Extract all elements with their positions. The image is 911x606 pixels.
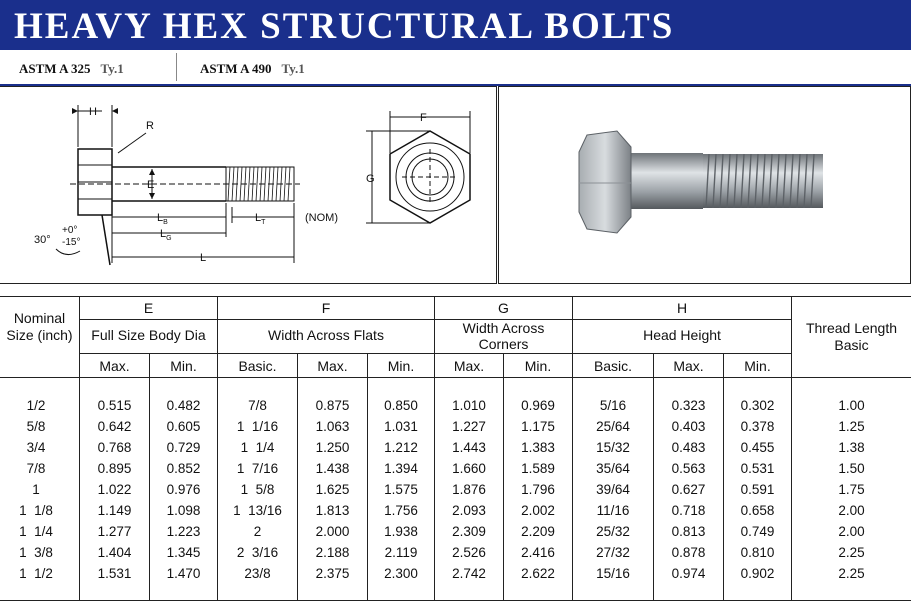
label-30: 30° — [34, 234, 51, 246]
bolt-drawing — [0, 87, 496, 283]
sub-h-min: Min. — [744, 358, 771, 374]
table-cell: 0.976 — [166, 482, 201, 497]
sub-f-max: Max. — [317, 358, 348, 374]
table-cell: 2.622 — [521, 566, 555, 581]
image-panel — [0, 86, 911, 286]
table-cell: 1.223 — [166, 524, 201, 539]
table-cell: 27/32 — [596, 545, 630, 560]
table-cell: 1 1/16 — [236, 419, 279, 434]
sub-g-max: Max. — [453, 358, 485, 374]
table-cell: 1.938 — [384, 524, 418, 539]
table-cell: 1.031 — [384, 419, 418, 434]
table-cell: 1.063 — [315, 419, 350, 434]
arrow-icon — [149, 193, 155, 199]
sub-f-min: Min. — [387, 358, 415, 374]
table-cell: 1.75 — [838, 482, 865, 497]
table-cell: 1.250 — [315, 440, 350, 455]
table-cell: 1.149 — [97, 503, 132, 518]
table-cell: 0.658 — [740, 503, 775, 518]
row-size-cell: 3/4 — [26, 440, 46, 455]
spec-type: Ty.1 — [100, 61, 124, 76]
group-f-name: Width Across Flats — [268, 327, 384, 343]
table-cell: 35/64 — [596, 461, 630, 476]
table-cell: 2.25 — [838, 545, 865, 560]
group-g-name: Width Across Corners — [462, 320, 545, 352]
table-cell: 1.443 — [452, 440, 486, 455]
table-cell: 0.605 — [166, 419, 201, 434]
arrow-icon — [72, 108, 78, 114]
table-cell: 2.300 — [384, 566, 418, 581]
table-cell: 1.50 — [838, 461, 865, 476]
table-cell: 1.394 — [384, 461, 418, 476]
nominal-size-header: Nominal Size (inch) — [6, 310, 73, 343]
table-cell: 1 7/16 — [236, 461, 279, 476]
table-cell: 0.878 — [671, 545, 706, 560]
sub-f-basic: Basic. — [238, 358, 277, 374]
table-cell: 0.974 — [671, 566, 706, 581]
bolt-photo — [498, 86, 911, 284]
table-cell: 2.416 — [521, 545, 555, 560]
spec-a490 — [200, 61, 305, 77]
table-cell: 2.25 — [838, 566, 865, 581]
label-tol-minus: -15° — [62, 237, 81, 248]
table-cell: 1.175 — [521, 419, 555, 434]
table-cell: 0.852 — [166, 461, 201, 476]
label-h: H — [89, 106, 97, 118]
table-cell: 0.483 — [671, 440, 706, 455]
table-cell: 2.00 — [838, 503, 865, 518]
table-cell: 1.575 — [384, 482, 418, 497]
group-e-name: Full Size Body Dia — [91, 327, 206, 343]
table-cell: 0.455 — [740, 440, 775, 455]
table-cell: 0.969 — [521, 398, 555, 413]
table-cell: 0.642 — [97, 419, 132, 434]
row-size-cell: 1 — [32, 482, 40, 497]
spec-type: Ty.1 — [281, 61, 305, 76]
table-cell: 0.515 — [97, 398, 132, 413]
label-nom: (NOM) — [305, 212, 338, 224]
row-size-cell: 1/2 — [26, 398, 46, 413]
table-cell: 0.563 — [671, 461, 706, 476]
table-cell: 0.718 — [671, 503, 706, 518]
table-cell: 1.010 — [452, 398, 486, 413]
table-cell: 1.589 — [521, 461, 555, 476]
sub-e-min: Min. — [170, 358, 197, 374]
table-cell: 2.742 — [452, 566, 486, 581]
table-cell: 1.022 — [97, 482, 132, 497]
label-lg: $L_G$ — [160, 228, 172, 242]
label-l: L — [200, 252, 207, 264]
table-cell: 1 13/16 — [233, 503, 282, 518]
table-cell: 0.591 — [740, 482, 775, 497]
table-cell: 1.531 — [97, 566, 132, 581]
table-cell: 1.813 — [315, 503, 350, 518]
row-size-cell: 1 1/4 — [19, 524, 53, 539]
label-f: F — [420, 112, 427, 124]
table-cell: 2.002 — [521, 503, 555, 518]
table-cell: 0.875 — [315, 398, 350, 413]
table-cell: 39/64 — [596, 482, 630, 497]
table-cell: 0.482 — [166, 398, 201, 413]
table-cell: 1.470 — [166, 566, 201, 581]
table-cell: 0.850 — [384, 398, 418, 413]
table-cell: 15/16 — [596, 566, 630, 581]
table-cell: 1.227 — [452, 419, 486, 434]
table-cell: 0.813 — [671, 524, 706, 539]
table-cell: 2.188 — [315, 545, 350, 560]
table-cell: 0.378 — [740, 419, 775, 434]
table-cell: 1.25 — [838, 419, 865, 434]
label-tol-plus: +0° — [62, 225, 78, 236]
table-cell: 1.438 — [315, 461, 350, 476]
row-size-cell: 1 1/8 — [19, 503, 53, 518]
table-cell: 1.098 — [166, 503, 201, 518]
table-cell: 0.902 — [740, 566, 775, 581]
table-cell: 7/8 — [248, 398, 267, 413]
table-cell: 1.625 — [315, 482, 350, 497]
spec-divider — [176, 53, 177, 81]
arrow-icon — [149, 169, 155, 175]
table-cell: 1.796 — [521, 482, 555, 497]
table-cell: 25/32 — [596, 524, 630, 539]
table-cell: 23/8 — [244, 566, 271, 581]
table-cell: 2.375 — [315, 566, 350, 581]
table-cell: 1.345 — [166, 545, 201, 560]
spec-name: ASTM A 490 — [200, 61, 272, 76]
table-cell: 1.212 — [384, 440, 418, 455]
sub-g-min: Min. — [524, 358, 552, 374]
row-size-cell: 7/8 — [26, 461, 46, 476]
spec-row — [0, 50, 911, 86]
label-lb: $L_B$ — [157, 212, 168, 226]
sub-h-max: Max. — [673, 358, 704, 374]
table-cell: 0.729 — [166, 440, 201, 455]
table-cell: 15/32 — [596, 440, 630, 455]
table-cell: 2.309 — [452, 524, 486, 539]
sub-e-max: Max. — [99, 358, 130, 374]
table-cell: 2.00 — [838, 524, 865, 539]
table-cell: 1 1/4 — [240, 440, 275, 455]
table-cell: 2.093 — [452, 503, 486, 518]
sub-h-basic: Basic. — [593, 358, 633, 374]
table-cell: 1 5/8 — [240, 482, 275, 497]
spec-name: ASTM A 325 — [19, 61, 91, 76]
table-cell: 2.119 — [384, 545, 418, 560]
bolt-photo-illustration — [499, 87, 910, 283]
table-cell: 2 3/16 — [236, 545, 279, 560]
arrow-icon — [112, 108, 118, 114]
hex-head-view — [390, 131, 470, 223]
table-cell: 0.323 — [671, 398, 706, 413]
row-size-cell: 1 1/2 — [19, 566, 53, 581]
table-cell: 1.660 — [452, 461, 486, 476]
table-cell: 11/16 — [596, 503, 630, 518]
thread-length-header: Thread Length Basic — [805, 320, 898, 353]
group-f-letter: F — [321, 300, 331, 316]
table-cell: 1.277 — [97, 524, 132, 539]
group-g-letter: G — [498, 300, 509, 316]
page-title: HEAVY HEX STRUCTURAL BOLTS — [14, 6, 675, 47]
group-e-letter: E — [143, 300, 154, 316]
technical-drawing — [0, 86, 497, 284]
table-cell: 25/64 — [596, 419, 630, 434]
row-size-cell: 5/8 — [26, 419, 46, 434]
table-cell: 0.895 — [97, 461, 132, 476]
table-cell: 2.000 — [315, 524, 350, 539]
spec-a325 — [19, 61, 124, 77]
table-cell: 2 — [253, 524, 262, 539]
table-cell: 0.531 — [740, 461, 775, 476]
table-cell: 1.383 — [521, 440, 555, 455]
table-cell: 0.749 — [740, 524, 775, 539]
label-g: G — [366, 173, 375, 185]
table-cell: 1.756 — [384, 503, 418, 518]
group-h-letter: H — [676, 300, 688, 316]
group-h-name: Head Height — [643, 327, 721, 343]
label-r: R — [146, 120, 154, 132]
table-cell: 2.526 — [452, 545, 486, 560]
table-cell: 1.38 — [838, 440, 865, 455]
label-lt: $L_T$ — [255, 212, 266, 226]
table-cell: 0.302 — [740, 398, 775, 413]
table-cell: 0.768 — [97, 440, 132, 455]
title-bar — [0, 0, 911, 50]
table-cell: 2.209 — [521, 524, 555, 539]
table-cell: 1.876 — [452, 482, 486, 497]
table-cell: 5/16 — [599, 398, 627, 413]
table-cell: 1.404 — [97, 545, 132, 560]
label-e: E — [147, 179, 155, 191]
table-cell: 0.810 — [740, 545, 775, 560]
table-cell: 0.627 — [671, 482, 706, 497]
row-size-cell: 1 3/8 — [19, 545, 53, 560]
table-cell: 0.403 — [671, 419, 706, 434]
spec-table — [0, 296, 911, 602]
table-cell: 1.00 — [838, 398, 865, 413]
